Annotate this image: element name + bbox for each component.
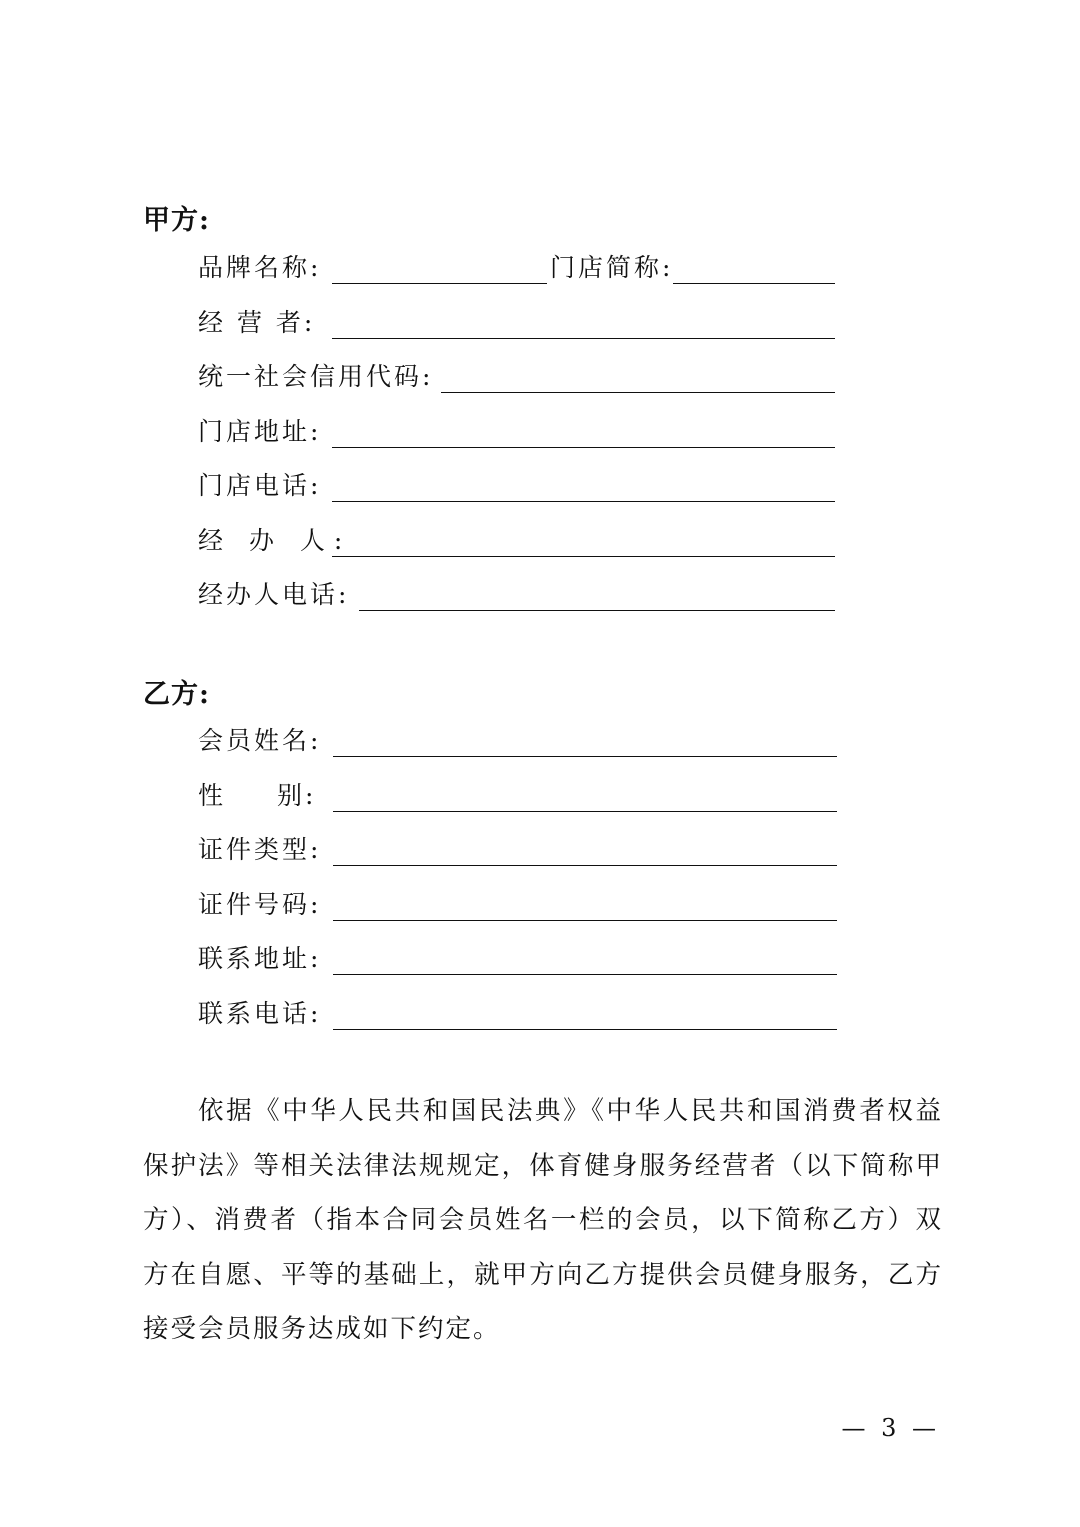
- handler-phone-line[interactable]: [359, 610, 835, 611]
- party-b-heading: 乙方:: [143, 679, 210, 710]
- member-name-label: 会员姓名:: [198, 726, 322, 755]
- store-address-line[interactable]: [332, 447, 835, 448]
- page-number: — 3 —: [841, 1414, 940, 1442]
- handler-label: 经 办 人:: [198, 526, 352, 555]
- contact-address-line[interactable]: [333, 974, 837, 975]
- brand-name-label: 品牌名称:: [198, 253, 322, 282]
- handler-phone-label: 经办人电话:: [198, 580, 350, 609]
- operator-line[interactable]: [332, 338, 835, 339]
- id-number-label: 证件号码:: [198, 890, 322, 919]
- gender-row: [198, 776, 838, 816]
- handler-row: [198, 521, 838, 561]
- gender-label: 性 别:: [198, 781, 317, 810]
- handler-phone-row: [198, 575, 838, 615]
- gender-line[interactable]: [333, 811, 837, 812]
- brand-name-row: [198, 248, 838, 288]
- store-short-label: 门店简称:: [550, 253, 674, 282]
- operator-label: 经 营 者:: [198, 308, 316, 337]
- operator-row: [198, 303, 838, 343]
- member-name-row: [198, 721, 838, 761]
- handler-line[interactable]: [332, 556, 835, 557]
- member-name-line[interactable]: [333, 756, 837, 757]
- preamble-paragraph: [143, 1084, 943, 1357]
- credit-code-line[interactable]: [441, 392, 835, 393]
- store-address-row: [198, 412, 838, 452]
- credit-code-label: 统一社会信用代码:: [198, 362, 434, 391]
- credit-code-row: [198, 357, 838, 397]
- store-short-line[interactable]: [673, 283, 835, 284]
- store-phone-row: [198, 466, 838, 506]
- id-number-row: [198, 885, 838, 925]
- store-phone-label: 门店电话:: [198, 471, 322, 500]
- store-address-label: 门店地址:: [198, 417, 322, 446]
- contact-address-label: 联系地址:: [198, 944, 322, 973]
- id-type-line[interactable]: [333, 865, 837, 866]
- brand-name-line[interactable]: [332, 283, 547, 284]
- contact-address-row: [198, 939, 838, 979]
- party-a-heading: 甲方:: [143, 205, 210, 236]
- preamble-text: 依据《中华人民共和国民法典》《中华人民共和国消费者权益保护法》等相关法律法规规定，体育健身服务经营者（以下简称甲方）、消费者（指本合同会员姓名一栏的会员，以下简称乙方）双方在自愿、平等的基础上，就甲方向乙方提供会员健身服务，乙方接受会员服务达成如下约定。: [143, 1096, 943, 1344]
- id-number-line[interactable]: [333, 920, 837, 921]
- id-type-label: 证件类型:: [198, 835, 322, 864]
- contact-phone-row: [198, 994, 838, 1034]
- contact-phone-line[interactable]: [333, 1029, 837, 1030]
- id-type-row: [198, 830, 838, 870]
- contact-phone-label: 联系电话:: [198, 999, 322, 1028]
- store-phone-line[interactable]: [332, 501, 835, 502]
